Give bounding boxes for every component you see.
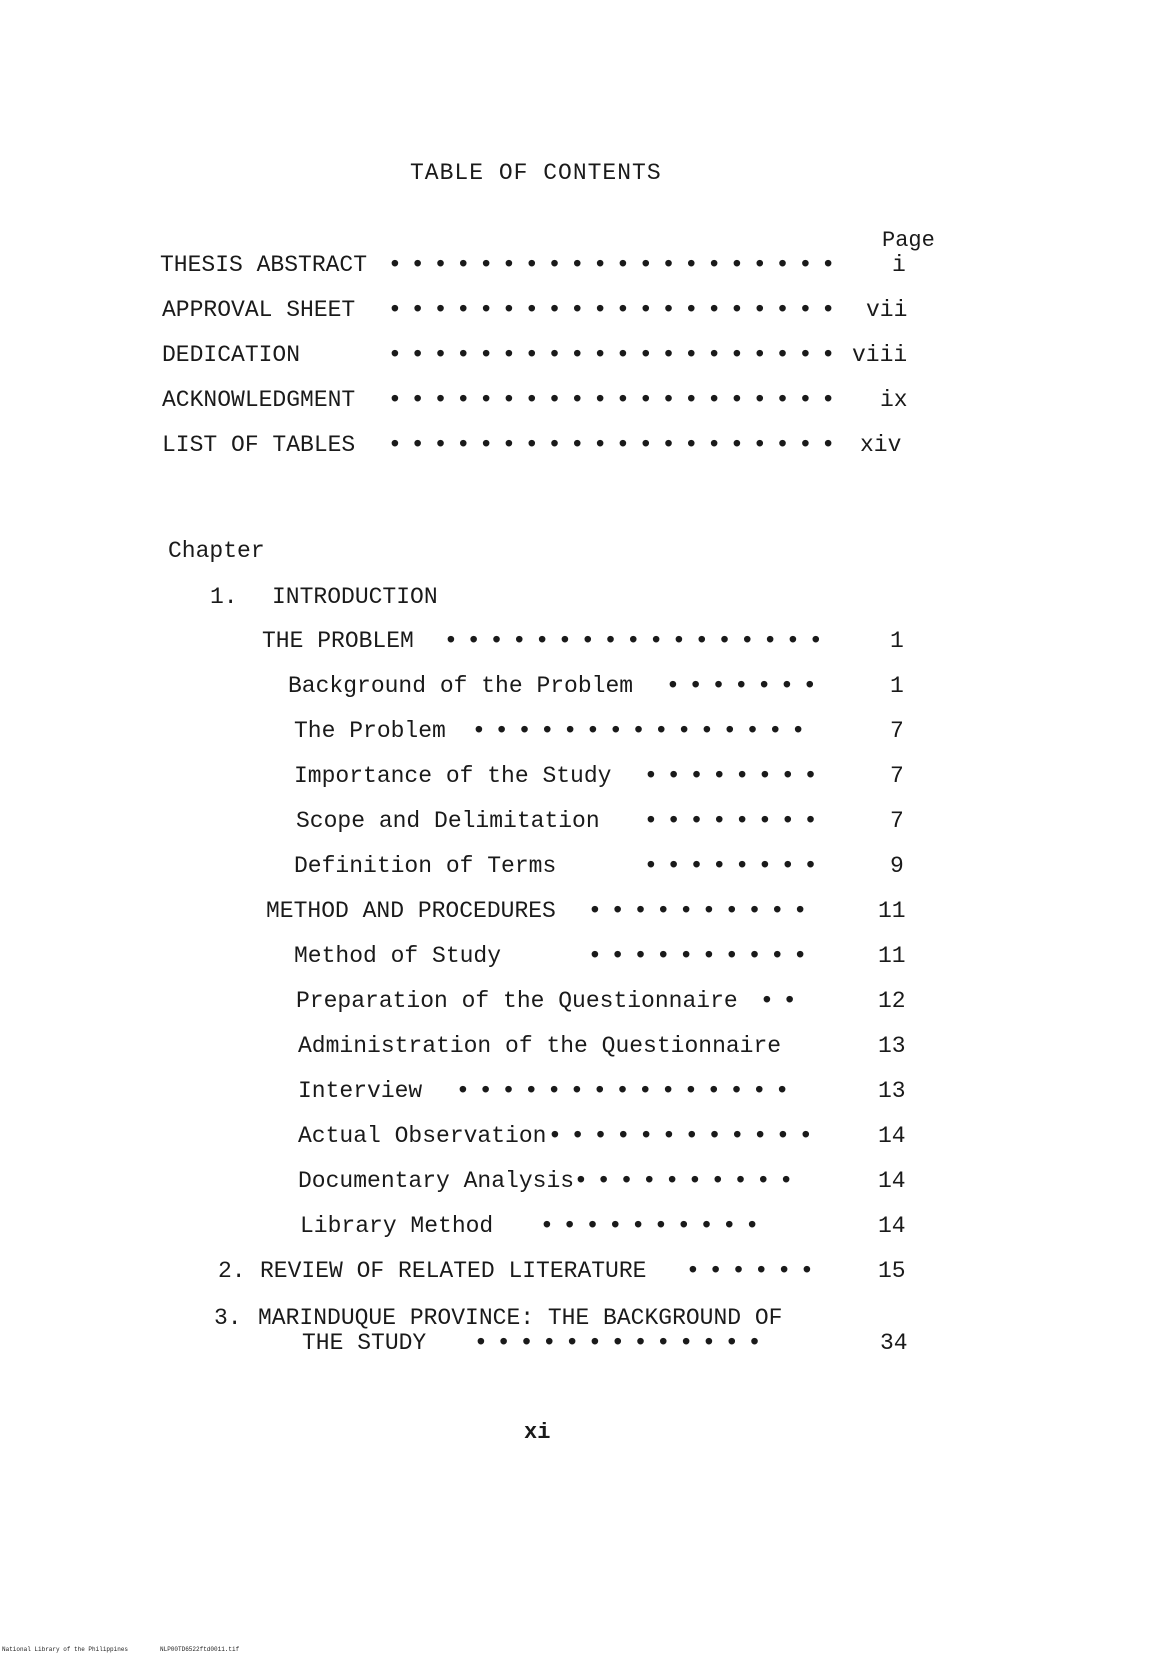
dot-leader: ••••••••••: [540, 1213, 769, 1239]
toc-entry-label: Library Method: [300, 1213, 494, 1239]
toc-entry-page: 14: [878, 1123, 906, 1149]
chapter-2-title: REVIEW OF RELATED LITERATURE: [260, 1258, 647, 1284]
toc-entry-page: ix: [880, 387, 908, 413]
library-credit: National Library of the Philippines: [2, 1646, 129, 1653]
chapter-3-number: 3.: [214, 1305, 242, 1331]
chapter-1-title[interactable]: INTRODUCTION: [272, 584, 438, 610]
dot-leader: ••••••••••: [574, 1168, 803, 1194]
toc-entry-library-method[interactable]: [0, 1213, 1168, 1243]
toc-entry-method-and-procedures[interactable]: [0, 898, 1168, 928]
toc-entry-page: i: [892, 252, 906, 278]
page-column-header: Page: [882, 228, 935, 253]
dot-leader: ••••••••••••••••••••: [388, 252, 845, 278]
toc-entry-page: 14: [878, 1213, 906, 1239]
toc-entry-page: 7: [890, 763, 904, 789]
toc-entry-the-problem-sub[interactable]: [0, 718, 1168, 748]
toc-entry-page: vii: [866, 297, 908, 323]
toc-entry-label: APPROVAL SHEET: [162, 297, 356, 323]
dot-leader: ••••••••••••: [548, 1123, 822, 1149]
toc-entry-label: Administration of the Questionnaire: [298, 1033, 782, 1059]
toc-entry-page: viii: [852, 342, 908, 368]
chapter-3-title-line2: THE STUDY: [302, 1330, 427, 1356]
toc-entry-page: 1: [890, 628, 904, 654]
toc-entry-scope[interactable]: [0, 808, 1168, 838]
toc-entry-page: 13: [878, 1078, 906, 1104]
toc-entry-label: Method of Study: [294, 943, 502, 969]
toc-entry-background[interactable]: [0, 673, 1168, 703]
toc-entry-label: Actual Observation: [298, 1123, 547, 1149]
chapter-heading: Chapter: [168, 538, 265, 564]
toc-entry-chapter-2[interactable]: [0, 1258, 1168, 1288]
toc-entry-page: 9: [890, 853, 904, 879]
toc-entry-actual-observation[interactable]: [0, 1123, 1168, 1153]
dot-leader: ••••••: [686, 1258, 823, 1284]
toc-entry-label: Preparation of the Questionnaire: [296, 988, 738, 1014]
toc-entry-label: Documentary Analysis: [298, 1168, 575, 1194]
toc-entry-label: Definition of Terms: [294, 853, 557, 879]
toc-entry-interview[interactable]: [0, 1078, 1168, 1108]
dot-leader: ••••••••••••••••••••: [388, 432, 845, 458]
toc-entry-page: 11: [878, 943, 906, 969]
toc-entry-label: THE PROBLEM: [262, 628, 414, 654]
toc-entry-label: Interview: [298, 1078, 423, 1104]
toc-entry-page: xiv: [860, 432, 902, 458]
page-number: xi: [524, 1420, 551, 1445]
toc-entry-page: 34: [880, 1330, 908, 1356]
toc-entry-thesis-abstract[interactable]: [0, 252, 1168, 282]
toc-entry-definition[interactable]: [0, 853, 1168, 883]
toc-entry-the-problem[interactable]: [0, 628, 1168, 658]
toc-entry-label: DEDICATION: [162, 342, 301, 368]
dot-leader: ••••••••: [644, 853, 827, 879]
toc-entry-list-of-tables[interactable]: [0, 432, 1168, 462]
toc-entry-page: 12: [878, 988, 906, 1014]
toc-entry-label: The Problem: [294, 718, 446, 744]
toc-entry-label: ACKNOWLEDGMENT: [162, 387, 356, 413]
toc-entry-label: LIST OF TABLES: [162, 432, 356, 458]
dot-leader: •••••••••••••••: [472, 718, 815, 744]
chapter-1-number: 1.: [210, 584, 238, 610]
toc-entry-page: 15: [878, 1258, 906, 1284]
dot-leader: ••••••••••: [588, 943, 817, 969]
toc-entry-label: THESIS ABSTRACT: [160, 252, 368, 278]
toc-entry-chapter-3-line2[interactable]: [0, 1330, 1168, 1360]
chapter-3-title: MARINDUQUE PROVINCE: THE BACKGROUND OF: [258, 1305, 783, 1331]
toc-entry-administration[interactable]: [0, 1033, 1168, 1063]
toc-entry-page: 14: [878, 1168, 906, 1194]
toc-entry-page: 1: [890, 673, 904, 699]
toc-entry-preparation[interactable]: [0, 988, 1168, 1018]
chapter-2-number: 2.: [218, 1258, 246, 1284]
page-title: TABLE OF CONTENTS: [410, 160, 662, 186]
toc-entry-label: Importance of the Study: [294, 763, 612, 789]
dot-leader: •••••••••••••: [474, 1330, 771, 1356]
dot-leader: ••••••••: [644, 763, 827, 789]
toc-entry-acknowledgment[interactable]: [0, 387, 1168, 417]
dot-leader: •••••••••••••••••: [444, 628, 832, 654]
toc-entry-importance[interactable]: [0, 763, 1168, 793]
toc-entry-label: Scope and Delimitation: [296, 808, 600, 834]
dot-leader: ••••••••••••••••••••: [388, 387, 845, 413]
dot-leader: ••: [760, 988, 806, 1014]
dot-leader: ••••••••••••••••••••: [388, 297, 845, 323]
toc-entry-method-of-study[interactable]: [0, 943, 1168, 973]
toc-entry-label: Background of the Problem: [288, 673, 634, 699]
dot-leader: ••••••••••••••••••••: [388, 342, 845, 368]
toc-entry-label: METHOD AND PROCEDURES: [266, 898, 556, 924]
dot-leader: •••••••: [666, 673, 826, 699]
toc-entry-documentary-analysis[interactable]: [0, 1168, 1168, 1198]
toc-entry-dedication[interactable]: [0, 342, 1168, 372]
toc-entry-page: 7: [890, 718, 904, 744]
toc-entry-page: 11: [878, 898, 906, 924]
dot-leader: •••••••••••••••: [456, 1078, 799, 1104]
toc-entry-page: 13: [878, 1033, 906, 1059]
dot-leader: ••••••••••: [588, 898, 817, 924]
toc-entry-approval-sheet[interactable]: [0, 297, 1168, 327]
toc-entry-page: 7: [890, 808, 904, 834]
dot-leader: ••••••••: [644, 808, 827, 834]
file-name: NLP00TD6522ftd0011.tif: [160, 1646, 240, 1653]
